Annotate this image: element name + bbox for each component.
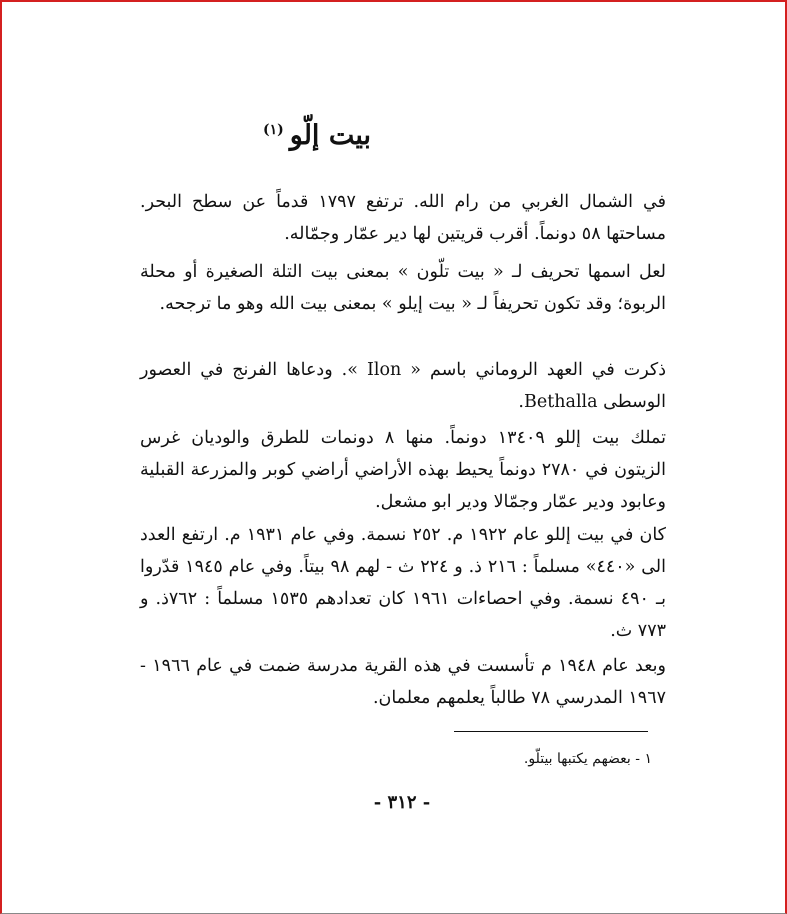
page-title	[152, 110, 482, 156]
page-number: - ٣١٢ -	[373, 792, 431, 813]
title-text: بيت إلّو	[289, 120, 372, 151]
paragraph-school: وبعد عام ١٩٤٨ م تأسست في هذه القرية مدرسة ضمت في عام ١٩٦٦ - ١٩٦٧ المدرسي ٧٨ طالباً يعلمهم معلمان.	[140, 656, 667, 708]
paragraph-location: في الشمال الغربي من رام الله. ترتفع ١٧٩٧ قدماً عن سطح البحر. مساحتها ٥٨ دونماً. أقرب قريتين لها دير عمّار وجمّاله.	[140, 192, 666, 244]
paragraph-name-origin: لعل اسمها تحريف لـ « بيت تلّون » بمعنى بيت التلة الصغيرة أو محلة الربوة؛ وقد تكون تحريفاً لـ « بيت إيلو » بمعنى بيت الله وهو ما ترجحه.	[140, 262, 666, 314]
paragraph-land: تملك بيت إللو ١٣٤٠٩ دونماً. منها ٨ دونمات للطرق والوديان غرس الزيتون في ٢٧٨٠ دونماً يحيط بهذه الأراضي أراضي كوبر والمزرعة القبلية وعابود ودير عمّار وجمّالا ودير ابو مشعل.	[140, 428, 666, 512]
footnote-divider	[454, 731, 648, 732]
paragraph-history: ذكرت في العهد الروماني باسم « Ilon ». ودعاها الفرنج في العصور الوسطى Bethalla.	[140, 360, 666, 412]
paragraph-population: كان في بيت إللو عام ١٩٢٢ م. ٢٥٢ نسمة. وفي عام ١٩٣١ م. ارتفع العدد الى «٤٤٠» مسلماً : ٢١٦ ذ. و ٢٢٤ ث - لهم ٩٨ بيتاً. وفي عام ١٩٤٥ قدّروا بـ ٤٩٠ نسمة. وفي احصاءات ١٩٦١ كان تعدادهم ١٥٣٥ مسلماً : ٧٦٢ذ. و ٧٧٣ ث.	[140, 525, 667, 641]
footnote: ١ - بعضهم يكتبها بيتلّو.	[523, 751, 652, 767]
title-footnote-marker: (١)	[262, 122, 284, 138]
